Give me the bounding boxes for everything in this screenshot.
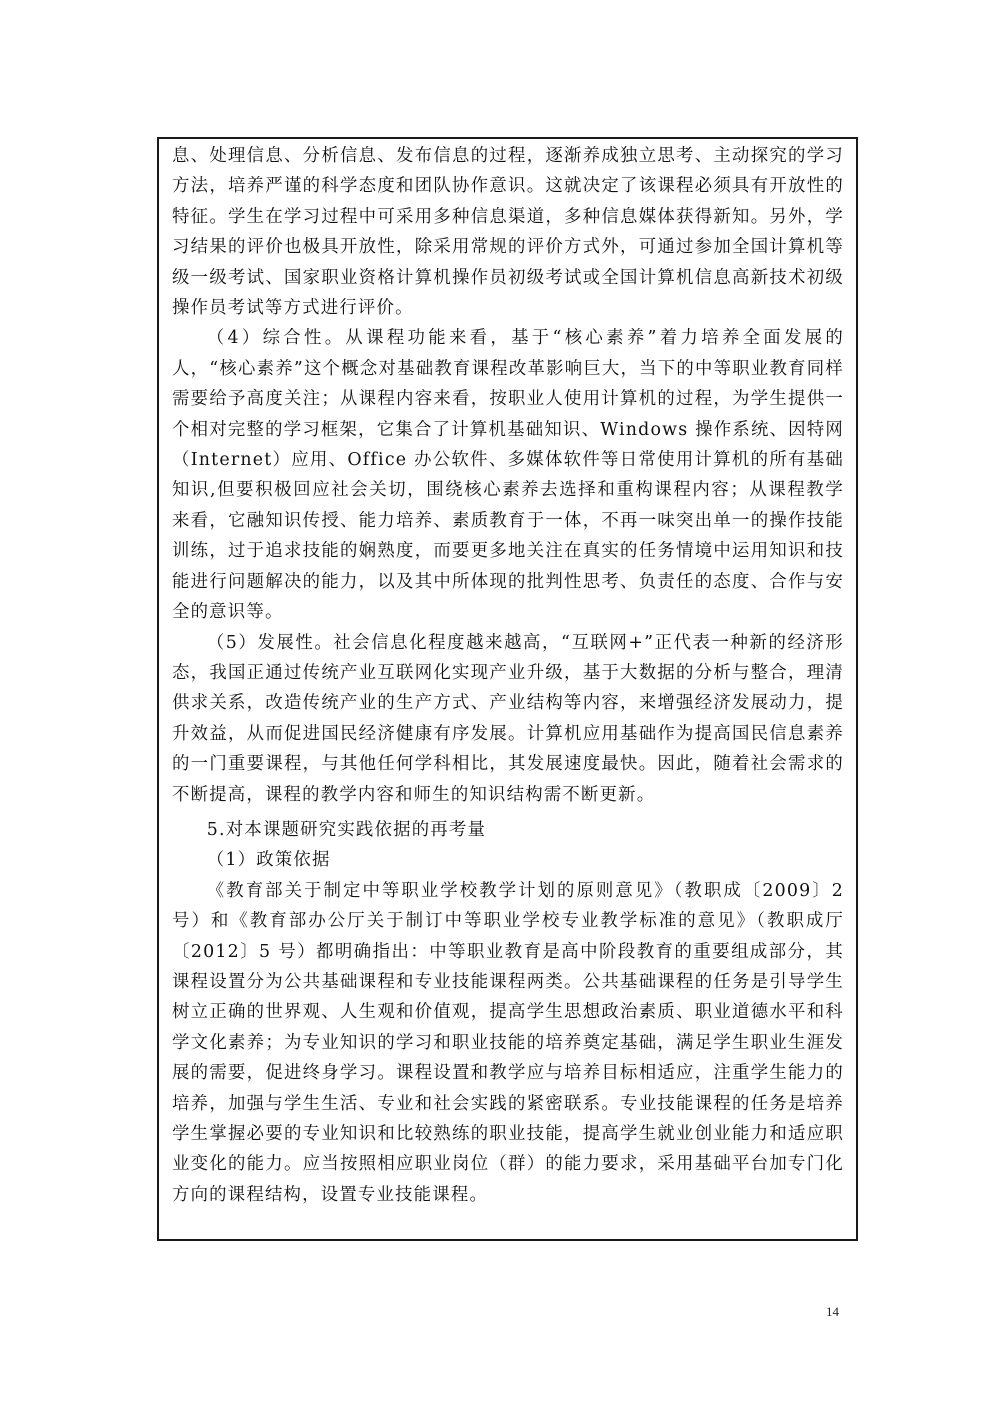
paragraph-comprehensiveness: （4）综合性。从课程功能来看，基于“核心素养”着力培养全面发展的人，“核心素养”这个概念对基础教育课程改革影响巨大，当下的中等职业教育同样需要给予高度关注；从课程内容来看，按职业人使用计算机的过程，为学生提供一个相对完整的学习框架，它集合了计算机基础知识、Windows 操作系统、因特网（Internet）应用、Office 办公软件、多媒体软件等日常使用计算机的所有基础知识,但要积极回应社会关切，围绕核心素养去选择和重构课程内容；从课程教学来看，它融知识传授、能力培养、素质教育于一体，不再一味突出单一的操作技能训练，过于追求技能的娴熟度，而要更多地关注在真实的任务情境中运用知识和技能进行问题解决的能力，以及其中所体现的批判性思考、负责任的态度、合作与安全的意识等。: [172, 328, 844, 623]
document-frame: [157, 137, 858, 1241]
subheading-policy-basis: （1）政策依据: [206, 850, 331, 871]
paragraph-policy-basis: 《教育部关于制定中等职业学校教学计划的原则意见》（教职成〔2009〕2号）和《教育部办公厅关于制订中等职业学校专业教学标准的意见》（教职成厅〔2012〕5 号）都明确指出：中等职业教育是高中阶段教育的重要组成部分，其课程设置分为公共基础课程和专业技能课程两类。公共基础课程的任务是引导学生树立正确的世界观、人生观和价值观，提高学生思想政治素质、职业道德水平和科学文化素养；为专业知识的学习和职业技能的培养奠定基础，满足学生职业生涯发展的需要，促进终身学习。课程设置和教学应与培养目标相适应，注重学生能力的培养，加强与学生生活、专业和社会实践的紧密联系。专业技能课程的任务是培养学生掌握必要的专业知识和比较熟练的职业技能，提高学生就业创业能力和适应职业变化的能力。应当按照相应职业岗位（群）的能力要求，采用基础平台加专门化方向的课程结构，设置专业技能课程。: [172, 880, 844, 1205]
page-number: 14: [826, 1304, 839, 1319]
paragraph-intro-continued: 息、处理信息、分析信息、发布信息的过程，逐渐养成独立思考、主动探究的学习方法，培养严谨的科学态度和团队协作意识。这就决定了该课程必须具有开放性的特征。学生在学习过程中可采用多种信息渠道，多种信息媒体获得新知。另外，学习结果的评价也极具开放性，除采用常规的评价方式外，可通过参加全国计算机等级一级考试、国家职业资格计算机操作员初级考试或全国计算机信息高新技术初级操作员考试等方式进行评价。: [172, 146, 844, 319]
paragraph-development: （5）发展性。社会信息化程度越来越高，“互联网+”正代表一种新的经济形态，我国正通过传统产业互联网化实现产业升级，基于大数据的分析与整合，理清供求关系，改造传统产业的生产方式、产业结构等内容，来增强经济发展动力，提升效益，从而促进国民经济健康有序发展。计算机应用基础作为提高国民信息素养的一门重要课程，与其他任何学科相比，其发展速度最快。因此，随着社会需求的不断提高，课程的教学内容和师生的知识结构需不断更新。: [172, 632, 844, 805]
section-heading-practice-basis: 5.对本课题研究实践依据的再考量: [206, 819, 487, 840]
